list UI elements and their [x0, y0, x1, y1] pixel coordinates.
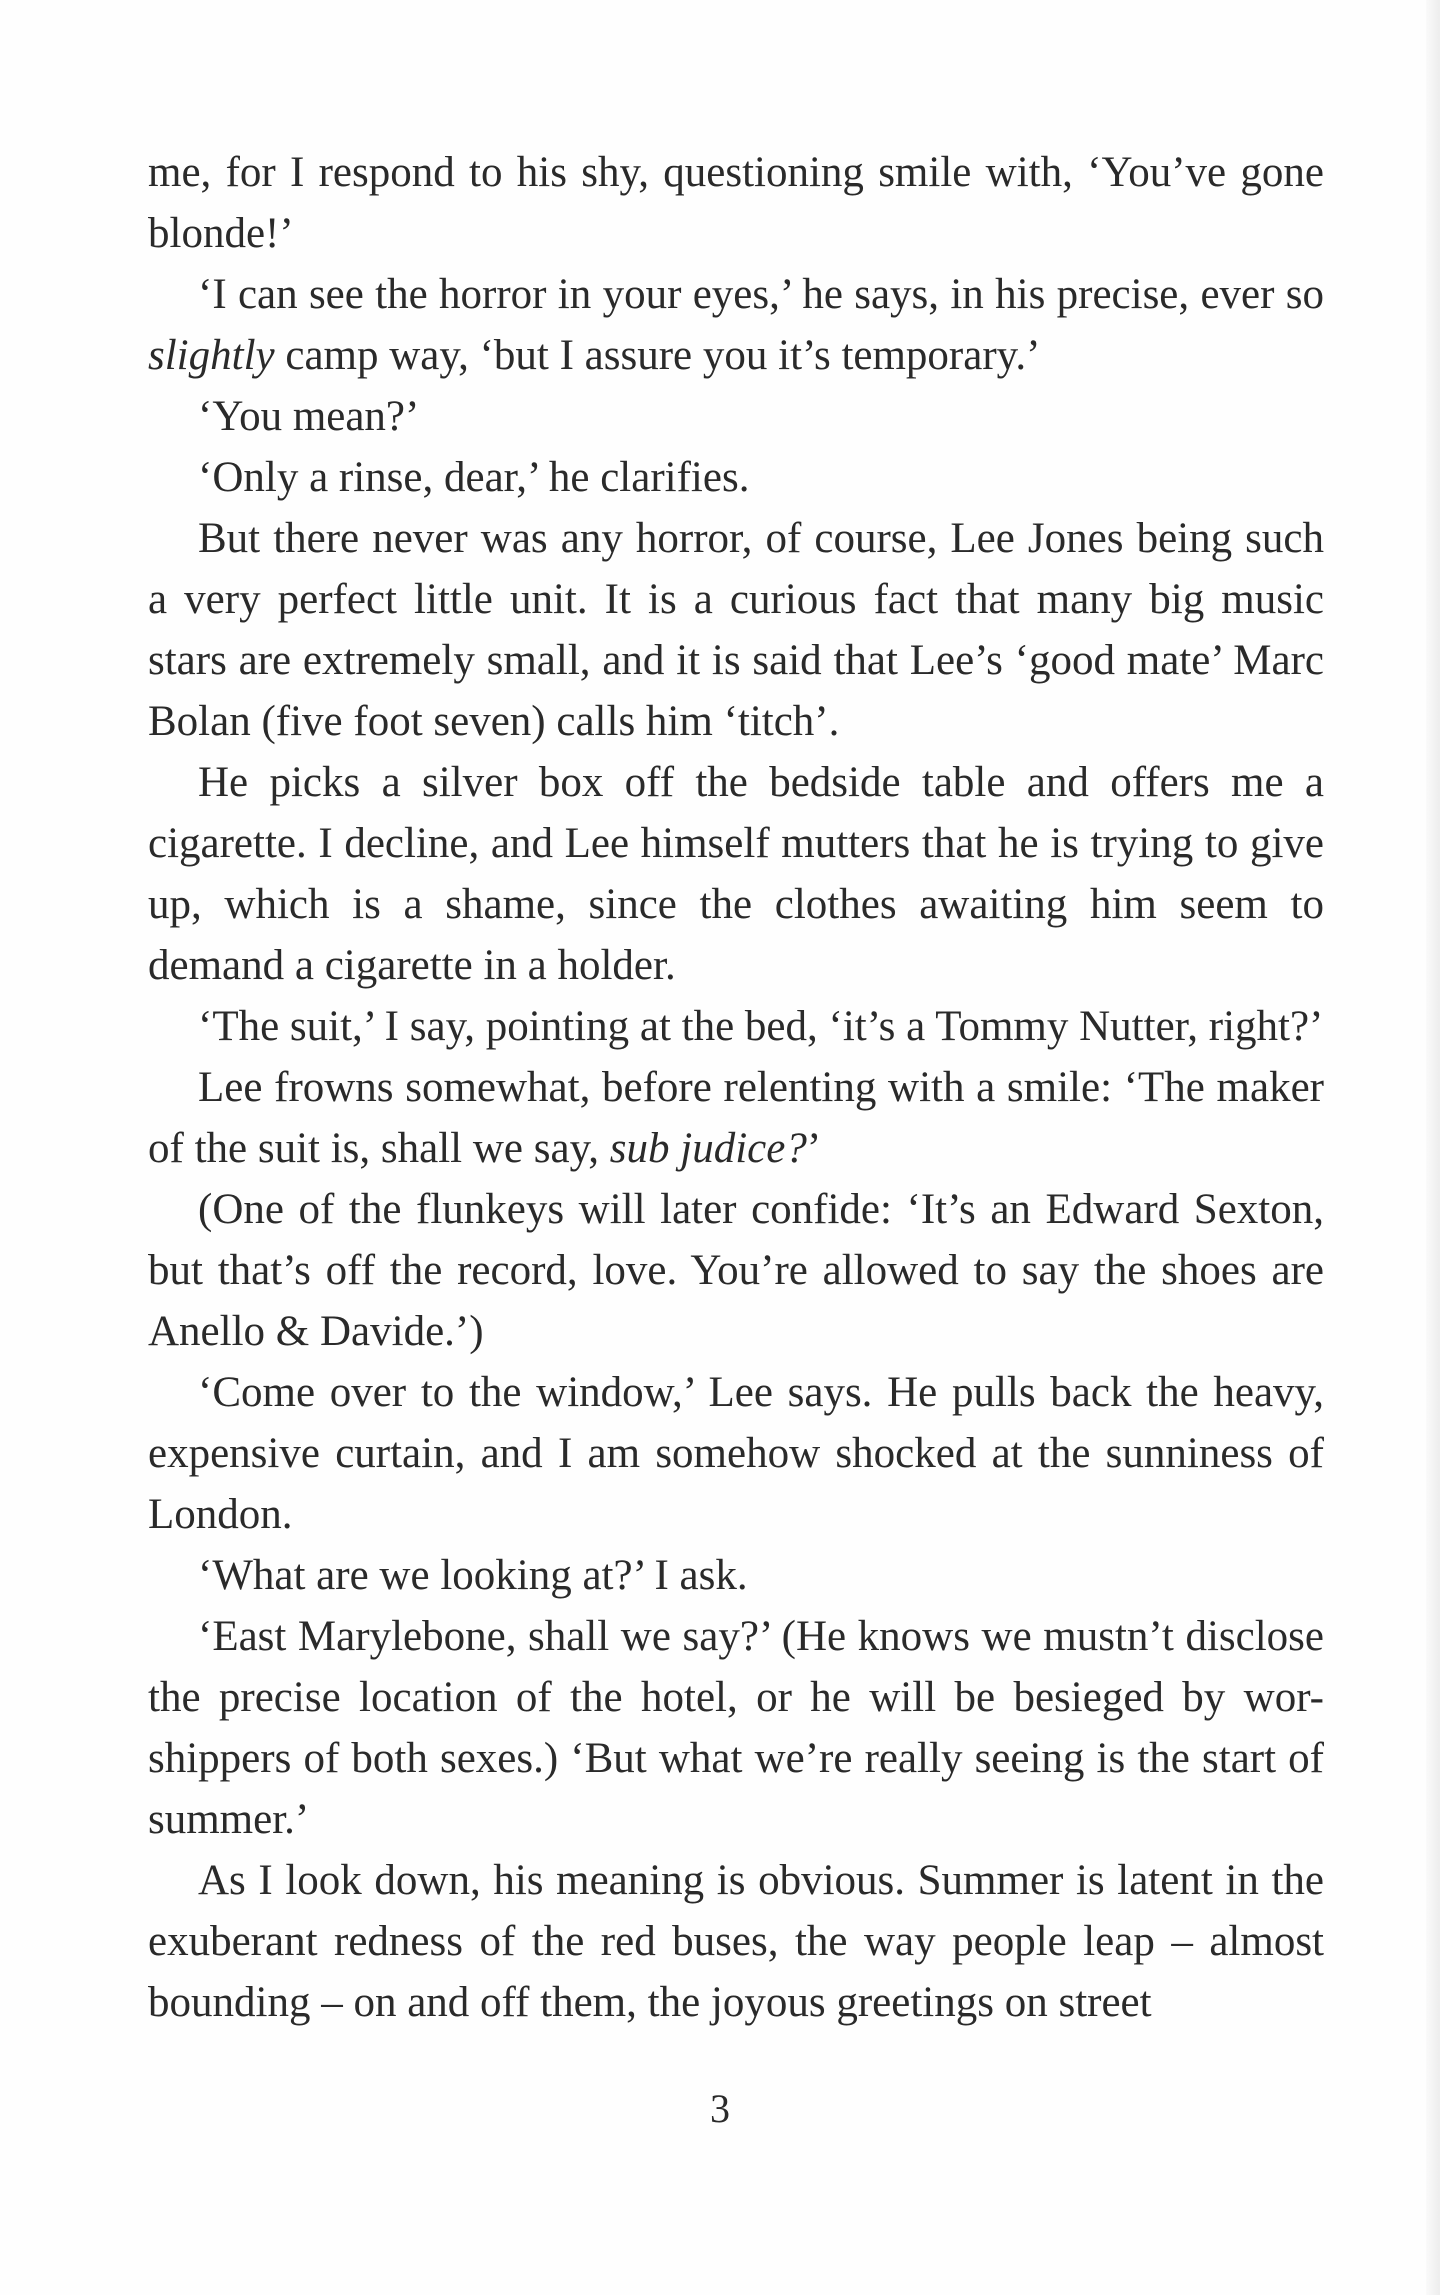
text-run: ‘Only a rinse, dear,’ he clarifies.	[198, 454, 750, 501]
italic-text: slightly	[148, 332, 275, 379]
paragraph	[148, 142, 1324, 264]
paragraph	[148, 386, 1324, 447]
paragraph	[148, 1606, 1324, 1850]
text-run: ‘Come over to the window,’ Lee says. He pulls back the heavy, expensive curtain, and I am somehow shocked at the sunniness of London.	[148, 1369, 1324, 1538]
paragraph	[148, 264, 1324, 386]
paragraph	[148, 1545, 1324, 1606]
paragraph	[148, 508, 1324, 752]
italic-text: sub judice?	[609, 1125, 807, 1172]
text-run: ‘The suit,’ I say, pointing at the bed, ‘it’s a Tommy Nutter, right?’	[198, 1003, 1324, 1050]
paragraph	[148, 1179, 1324, 1362]
paragraph	[148, 1057, 1324, 1179]
text-run: ‘I can see the horror in your eyes,’ he says, in his precise, ever so	[198, 271, 1324, 318]
text-run: ‘East Marylebone, shall we say?’ (He knows we mustn’t disclose the precise location of the hotel, or he will be besieged by wor-shippers of both sexes.) ‘But what we’re really seeing is the start of summer.’	[148, 1613, 1324, 1843]
text-run: ‘What are we looking at?’ I ask.	[198, 1552, 748, 1599]
text-run: Lee frowns somewhat, before relenting with a smile: ‘The maker of the suit is, shall we say,	[148, 1064, 1324, 1172]
page-number: 3	[710, 2086, 730, 2131]
paragraph	[148, 752, 1324, 996]
page-edge-shadow	[1426, 0, 1440, 2295]
text-run: ‘You mean?’	[198, 393, 420, 440]
text-run: camp way, ‘but I assure you it’s temporary.’	[274, 332, 1041, 379]
paragraph	[148, 996, 1324, 1057]
text-run: He picks a silver box off the bedside table and offers me a cigarette. I decline, and Lee himself mutters that he is trying to give up, which is a shame, since the clothes awaiting him seem to demand a cigarette in a holder.	[148, 759, 1324, 989]
text-run: But there never was any horror, of course, Lee Jones being such a very perfect little unit. It is a curious fact that many big music stars are extremely small, and it is said that Lee’s ‘good mate’ Marc Bolan (five foot seven) calls him ‘titch’.	[148, 515, 1324, 745]
text-run: me, for I respond to his shy, questioning smile with, ‘You’ve gone blonde!’	[148, 149, 1324, 257]
paragraph	[148, 1850, 1324, 2033]
body-text	[148, 142, 1324, 2033]
text-run: ’	[806, 1125, 822, 1172]
text-run: (One of the flunkeys will later confide: ‘It’s an Edward Sexton, but that’s off the record, love. You’re allowed to say the shoes are Anello & Davide.’)	[148, 1186, 1324, 1355]
text-run: As I look down, his meaning is obvious. Summer is latent in the exuberant redness of the red buses, the way people leap – almost bounding – on and off them, the joyous greetings on street	[148, 1857, 1324, 2026]
paragraph	[148, 1362, 1324, 1545]
paragraph	[148, 447, 1324, 508]
